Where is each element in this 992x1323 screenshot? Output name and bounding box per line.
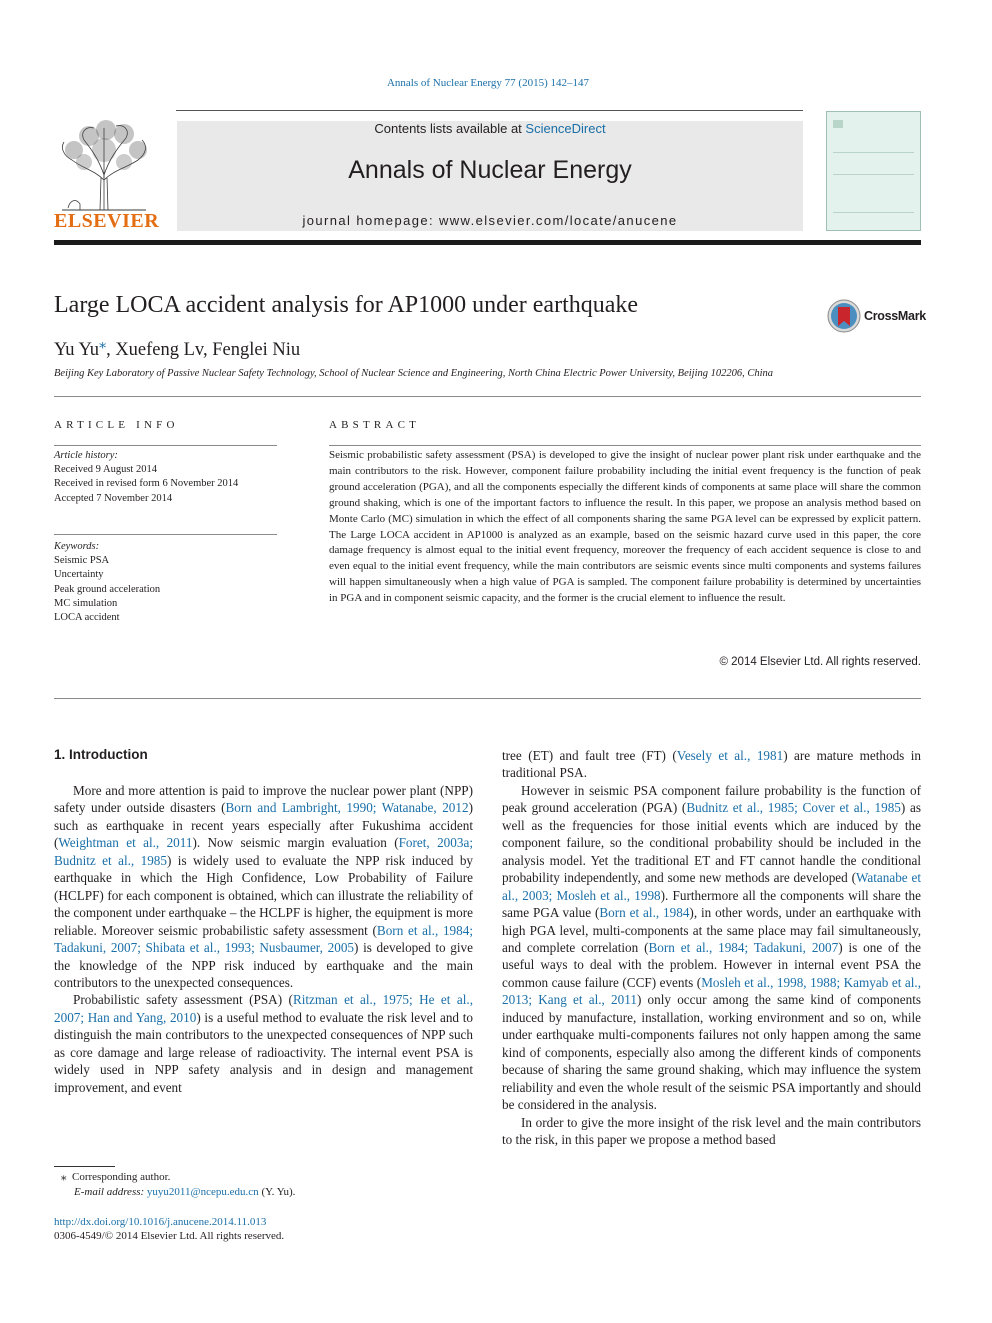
citation-link[interactable]: Born et al., 1984; Tadakuni, 2007; Shibata et al., 1993; Nusbaumer, 2005 (54, 922, 474, 956)
paragraph-text: ). Now seismic margin evaluation ( (192, 835, 399, 851)
citation-link[interactable]: Watanabe et al., 2003; Mosleh et al., 1998 (502, 870, 921, 903)
journal-citation[interactable]: Annals of Nuclear Energy 77 (2015) 142–147 (386, 77, 590, 89)
citation-link[interactable]: Born et al., 1984 (599, 905, 690, 921)
history-item: Accepted 7 November 2014 (54, 492, 173, 504)
paragraph-text: ). Furthermore all the components will share the same PGA value ( (502, 887, 922, 921)
keywords-rule (54, 534, 277, 535)
title-divider (54, 396, 921, 397)
paragraph-text: More and more attention is paid to improve the nuclear power plant (NPP) safety under outside disasters ( (54, 783, 473, 816)
crossmark-icon[interactable] (827, 299, 861, 333)
paragraph-text: ) is widely used to evaluate the NPP risk induced by earthquake in which the High Confidence, Low Probability of Failure (HCLPF) for each component is obtained, which can illustrate the reliability of the component under earthquake – the HCLPF is higher, the equipment is more reliable. Moreover seismic probabilistic safety assessment ( (54, 852, 474, 938)
paragraph-text: However in seismic PSA component failure probability is the function of peak ground acceleration (PGA) ( (502, 782, 921, 816)
citation-link[interactable]: Ritzman et al., 1975; He et al., 2007; Han and Yang, 2010 (54, 992, 474, 1025)
abstract-copyright: © 2014 Elsevier Ltd. All rights reserved. (719, 656, 921, 668)
paragraph (502, 747, 921, 782)
email-label: E-mail address: (74, 1186, 147, 1198)
citation-link[interactable]: Weightman et al., 2011 (58, 835, 193, 851)
corresponding-author-note: Corresponding author. (72, 1171, 171, 1183)
abstract-heading: ABSTRACT (329, 419, 421, 431)
citation-link[interactable]: Foret, 2003a; Budnitz et al., 1985 (54, 835, 473, 868)
citation-link[interactable]: Mosleh et al., 1998, 1988; Kamyab et al., 2013; Kang et al., 2011 (502, 974, 921, 1008)
abstract-text: Seismic probabilistic safety assessment (PSA) is developed to give the insight of nuclear power plant risk under earthquake and the main contributors to the risk. However, component failure probability including the initial event frequency is the function of peak ground acceleration (PGA), and all the components especially the different kinds of components at same place will share the common ground shaking, which is one of the important factors to influence the result. In this paper, we propose an analysis method based on Monte Carlo (MC) simulation in which the effect of all components sharing the same PGA level can be expressed by explicit pattern. The Large LOCA accident in AP1000 is analyzed as an example, based on the seismic hazard curve used in this paper, the core damage frequency is almost equal to the initial event frequency, moreover the frequency of each accident sequence is close to and even equal to the initial event frequency, while the main contributors are seismic events since multi components and systems failures will happen simultaneously when a high value of PGA is sampled. The component failure probability is determined by uncertainties in PGA and in component seismic capacity, and the former is the crucial element to influence the result. (329, 449, 921, 605)
paragraph (54, 782, 473, 991)
other-authors: , Xuefeng Lv, Fenglei Niu (106, 340, 301, 361)
paragraph-text: ) as well as the frequencies for those initial events which are induced by the component failure, so the conditional probability should be included in the analysis model. Yet the traditional ET and FT cannot handle the conditional probability independently, and some new methods are developed ( (502, 800, 921, 886)
history-item: Received in revised form 6 November 2014 (54, 478, 239, 490)
paragraph-text: ) only occur among the same kind of components induced by manufacture, installation, working environment and so on, while under earthquake multi-components failures not only happen among the same kind of components, especially also among the different kinds of components because of sharing the same ground shaking, which may influence the system reliability and even the whole result of the seismic PSA importantly and should be considered in the analysis. (502, 992, 921, 1113)
contents-line (177, 121, 803, 136)
masthead-rule (54, 240, 921, 245)
footnote-email (74, 1186, 295, 1198)
journal-cover-thumbnail[interactable] (826, 111, 921, 231)
keyword-item: Seismic PSA (54, 555, 110, 567)
article-history (54, 449, 277, 506)
paragraph-text: ) are mature methods in traditional PSA. (502, 748, 921, 781)
history-item: Received 9 August 2014 (54, 464, 157, 476)
paragraph-text: ) is developed to give the knowledge of the NPP risk induced by earthquake and the main contributors to the unexpected consequences. (54, 940, 474, 990)
email-link[interactable]: yuyu2011@ncepu.edu.cn (146, 1186, 259, 1198)
keyword-item: Uncertainty (54, 569, 104, 581)
keywords (54, 540, 277, 625)
paragraph (502, 1114, 921, 1149)
crossmark-label[interactable]: CrossMark (864, 309, 926, 323)
paragraph-text: ) is a useful method to evaluate the risk level and to distinguish the main contributors to the unexpected consequences of NPP such as core damage and large release of radioactivity. The internal event PSA is widely used in NPP safety analysis and in design and management improvement, and event (54, 1009, 473, 1095)
footnote-corresponding (61, 1170, 170, 1183)
citation-link[interactable]: Vesely et al., 1981 (676, 748, 784, 763)
footnote-star: ⁎ (61, 1171, 67, 1183)
elsevier-tree-icon (54, 120, 154, 212)
corresponding-author-marker[interactable]: ⁎ (99, 337, 107, 352)
header-divider (176, 110, 803, 111)
journal-title: Annals of Nuclear Energy (348, 156, 632, 184)
paragraph-text: ), in other words, under an earthquake with high PGA level, multi-components at the same place may fail simultaneously, and complete correlation ( (502, 905, 921, 955)
article-title: Large LOCA accident analysis for AP1000 under earthquake (54, 292, 639, 318)
keywords-label: Keywords: (54, 541, 100, 552)
paragraph (502, 782, 921, 1114)
paragraph (54, 991, 473, 1096)
elsevier-logo[interactable]: ELSEVIER (54, 210, 160, 232)
article-history-label: Article history: (54, 450, 118, 461)
article-info-heading: ARTICLE INFO (54, 419, 179, 431)
paragraph-text: Probabilistic safety assessment (PSA) ( (73, 992, 293, 1008)
email-suffix: (Y. Yu). (258, 1186, 296, 1198)
citation-link[interactable]: Budnitz et al., 1985; Cover et al., 1985 (686, 800, 901, 816)
doi-link[interactable]: http://dx.doi.org/10.1016/j.anucene.2014.11.013 (54, 1216, 267, 1228)
citation-link[interactable]: Born and Lambright, 1990; Watanabe, 2012 (225, 800, 469, 816)
contents-prefix: Contents lists available at (374, 121, 526, 136)
homepage-url[interactable]: www.elsevier.com/locate/anucene (438, 213, 678, 228)
affiliation: Beijing Key Laboratory of Passive Nuclear Safety Technology, School of Nuclear Science and Engineering, North China Electric Power University, Beijing 102206, China (54, 368, 774, 379)
author-list (54, 336, 300, 361)
paragraph-text: ) is one of the useful ways to deal with the problem. However in internal event PSA the common cause failure (CCF) events ( (502, 939, 922, 990)
abstract-rule (329, 445, 921, 446)
keyword-item: Peak ground acceleration (54, 583, 161, 595)
issn-copyright: 0306-4549/© 2014 Elsevier Ltd. All rights reserved. (54, 1230, 285, 1242)
section-heading-introduction: 1. Introduction (54, 747, 148, 762)
homepage-prefix: journal homepage: (302, 213, 439, 228)
article-info-rule (54, 445, 277, 446)
keyword-item: LOCA accident (54, 612, 120, 624)
body-column-right (502, 747, 921, 1148)
paragraph-text: ) such as earthquake in recent years especially after Fukushima accident ( (54, 800, 473, 851)
paragraph-text: In order to give the more insight of the risk level and the main contributors to the risk, in this paper we propose a method based (502, 1114, 921, 1147)
citation-link[interactable]: Born et al., 1984; Tadakuni, 2007 (648, 939, 839, 955)
keyword-item: MC simulation (54, 597, 118, 609)
author-yu-yu: Yu Yu (54, 340, 100, 361)
body-column-left (54, 782, 473, 1096)
journal-homepage (177, 213, 803, 228)
sciencedirect-link[interactable]: ScienceDirect (525, 121, 606, 136)
paragraph-text: tree (ET) and fault tree (FT) ( (502, 748, 677, 763)
abstract-divider (54, 698, 921, 699)
footnote-rule (54, 1166, 115, 1167)
